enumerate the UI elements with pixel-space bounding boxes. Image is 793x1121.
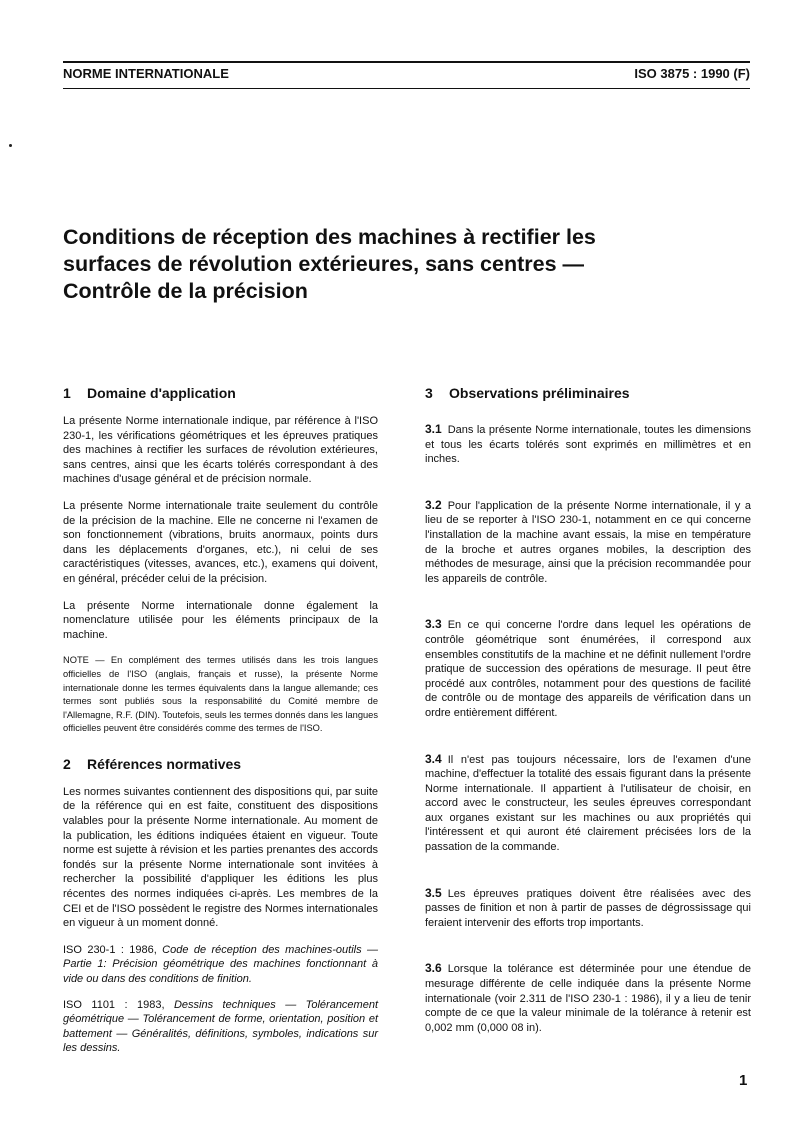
header-document-type: NORME INTERNATIONALE [63, 66, 229, 81]
reference-2-id: ISO 1101 : 1983, [63, 998, 165, 1011]
section-1-heading [63, 384, 378, 402]
reference-1-id: ISO 230-1 : 1986, [63, 943, 157, 956]
section-3-number: 3 [425, 385, 433, 401]
header-top-rule [63, 61, 750, 63]
header-bottom-rule [63, 88, 750, 89]
title-line-1: Conditions de réception des machines à rectifier les [63, 225, 596, 249]
title-line-3: Contrôle de la précision [63, 279, 308, 303]
clause-3-3-text: En ce qui concerne l'ordre dans lequel les opérations de contrôle géométrique sont énumérées, il correspond aux ensembles constitutifs de la machine et ne définit nullement l'ordre pratique de succession des opérations de mesurage. Il peut être procédé aux contrôles, notamment pour des questions de facilité de contrôle ou de montage des appareils de vérification dans un ordre entièrement différent. [425, 619, 751, 719]
clause-3-3 [425, 617, 751, 720]
reference-iso-230-1 [63, 943, 378, 987]
reference-iso-1101 [63, 998, 378, 1056]
clause-3-6-number: 3.6 [425, 961, 442, 976]
clause-3-6-text: Lorsque la tolérance est déterminée pour une étendue de mesurage différente de celle indiquée dans la présente Norme internationale (voir 2.311 de l'ISO 230-1 : 1986), il y a lieu de tenir compte de ce que la valeur minimale de la tolérance à retenir est 0,002 mm (0,000 08 in). [425, 963, 751, 1034]
title-line-2: surfaces de révolution extérieures, sans centres — [63, 252, 585, 276]
clause-3-3-number: 3.3 [425, 617, 442, 632]
references-paragraph: Les normes suivantes contiennent des dispositions qui, par suite de la référence qui en est faite, constituent des dispositions valables pour la présente Norme internationale. Au moment de la publication, les éditions indiquées étaient en vigueur. Toute norme est sujette à révision et les parties prenantes des accords fondés sur la présente Norme internationale sont invitées à rechercher la possibilité d'appliquer les éditions les plus récentes des normes indiquées ci-après. Les membres de la CEI et de l'ISO possèdent le registre des Normes internationales en vigueur à un moment donné. [63, 785, 378, 930]
clause-3-4-number: 3.4 [425, 751, 442, 766]
header-standard-number: ISO 3875 : 1990 (F) [634, 66, 750, 81]
margin-mark [9, 144, 12, 147]
scope-paragraph-2: La présente Norme internationale traite seulement du contrôle de la précision de la machine. Elle ne concerne ni l'examen de son fonctionnement (vibrations, bruits anormaux, points durs dans les déplacements d'organes, etc.), ni celui de ses caractéristiques (vitesses, avances, etc.), examens qui doivent, en général, précéder celui de la précision. [63, 499, 378, 585]
clause-3-5-text: Les épreuves pratiques doivent être réalisées avec des passes de finition et non à partir de passes de dégrossissage qui feraient intervenir des efforts trop importants. [425, 887, 751, 929]
section-2-heading [63, 755, 378, 773]
clause-3-4-text: Il n'est pas toujours nécessaire, lors de l'examen d'une machine, d'effectuer la totalité des essais figurant dans la présente Norme internationale. Il appartient à l'utilisateur de choisir, en accord avec le constructeur, les seules épreuves correspondant aux organes existant sur les machines ou aux propriétés qui l'intéressent et qui auront été clairement précisées lors de la passation de la commande. [425, 753, 751, 854]
clause-3-1-number: 3.1 [425, 422, 442, 436]
page-header [63, 66, 750, 84]
left-column [63, 384, 378, 1067]
reference-1-title: Code de réception des machines-outils — Partie 1: Précision géométrique des machines fonctionnant à vide ou dans des conditions de finition. [63, 943, 378, 985]
clause-3-4 [425, 752, 751, 855]
clause-3-1-text: Dans la présente Norme internationale, toutes les dimensions et tous les écarts tolérés sont exprimés en millimètres et en inches. [425, 424, 751, 466]
clause-3-2-text: Pour l'application de la présente Norme internationale, il y a lieu de se reporter à l'ISO 230-1, notamment en ce qui concerne l'installation de la machine avant essais, la mise en température de la broche et autres organes mobiles, la description des méthodes de mesurage, ainsi que la précision recommandée pour les appareils de contrôle. [425, 499, 751, 585]
page-number: 1 [739, 1072, 748, 1089]
right-column [425, 384, 751, 1035]
section-2-number: 2 [63, 755, 71, 772]
clause-3-5-number: 3.5 [425, 885, 442, 900]
clause-3-6 [425, 961, 751, 1035]
clause-3-5 [425, 886, 751, 931]
document-title [63, 224, 753, 305]
section-2-title: Références normatives [87, 755, 242, 772]
section-1-title: Domaine d'application [87, 385, 236, 401]
section-3-title: Observations préliminaires [449, 385, 630, 401]
section-3-heading [425, 384, 751, 402]
scope-paragraph-1: La présente Norme internationale indique, par référence à l'ISO 230-1, les vérifications géométriques et les épreuves pratiques des machines à rectifier les surfaces de révolution extérieures, sans centres, ainsi que les écarts tolérés correspondant à des machines d'usage général et de précision normale. [63, 415, 378, 486]
clause-3-1 [425, 422, 751, 467]
clause-3-2 [425, 498, 751, 587]
reference-2-title: Dessins techniques — Tolérancement géométrique — Tolérancement de forme, orientation, position et battement — Généralités, définitions, symboles, indications sur les dessins. [63, 998, 379, 1055]
scope-note: NOTE — En complément des termes utilisés dans les trois langues officielles de l'ISO (anglais, français et russe), la présente Norme internationale donne les termes équivalents dans la langue allemande; ces termes sont publiés sous la responsabilité du Comité membre de l'Allemagne, R.F. (DIN). Toutefois, seuls les termes donnés dans les langues officielles peuvent être considérés comme des termes de l'ISO. [63, 655, 378, 734]
scope-paragraph-3: La présente Norme internationale donne également la nomenclature utilisée pour les éléments principaux de la machine. [63, 599, 378, 641]
section-1-number: 1 [63, 385, 71, 401]
clause-3-2-number: 3.2 [425, 497, 442, 512]
